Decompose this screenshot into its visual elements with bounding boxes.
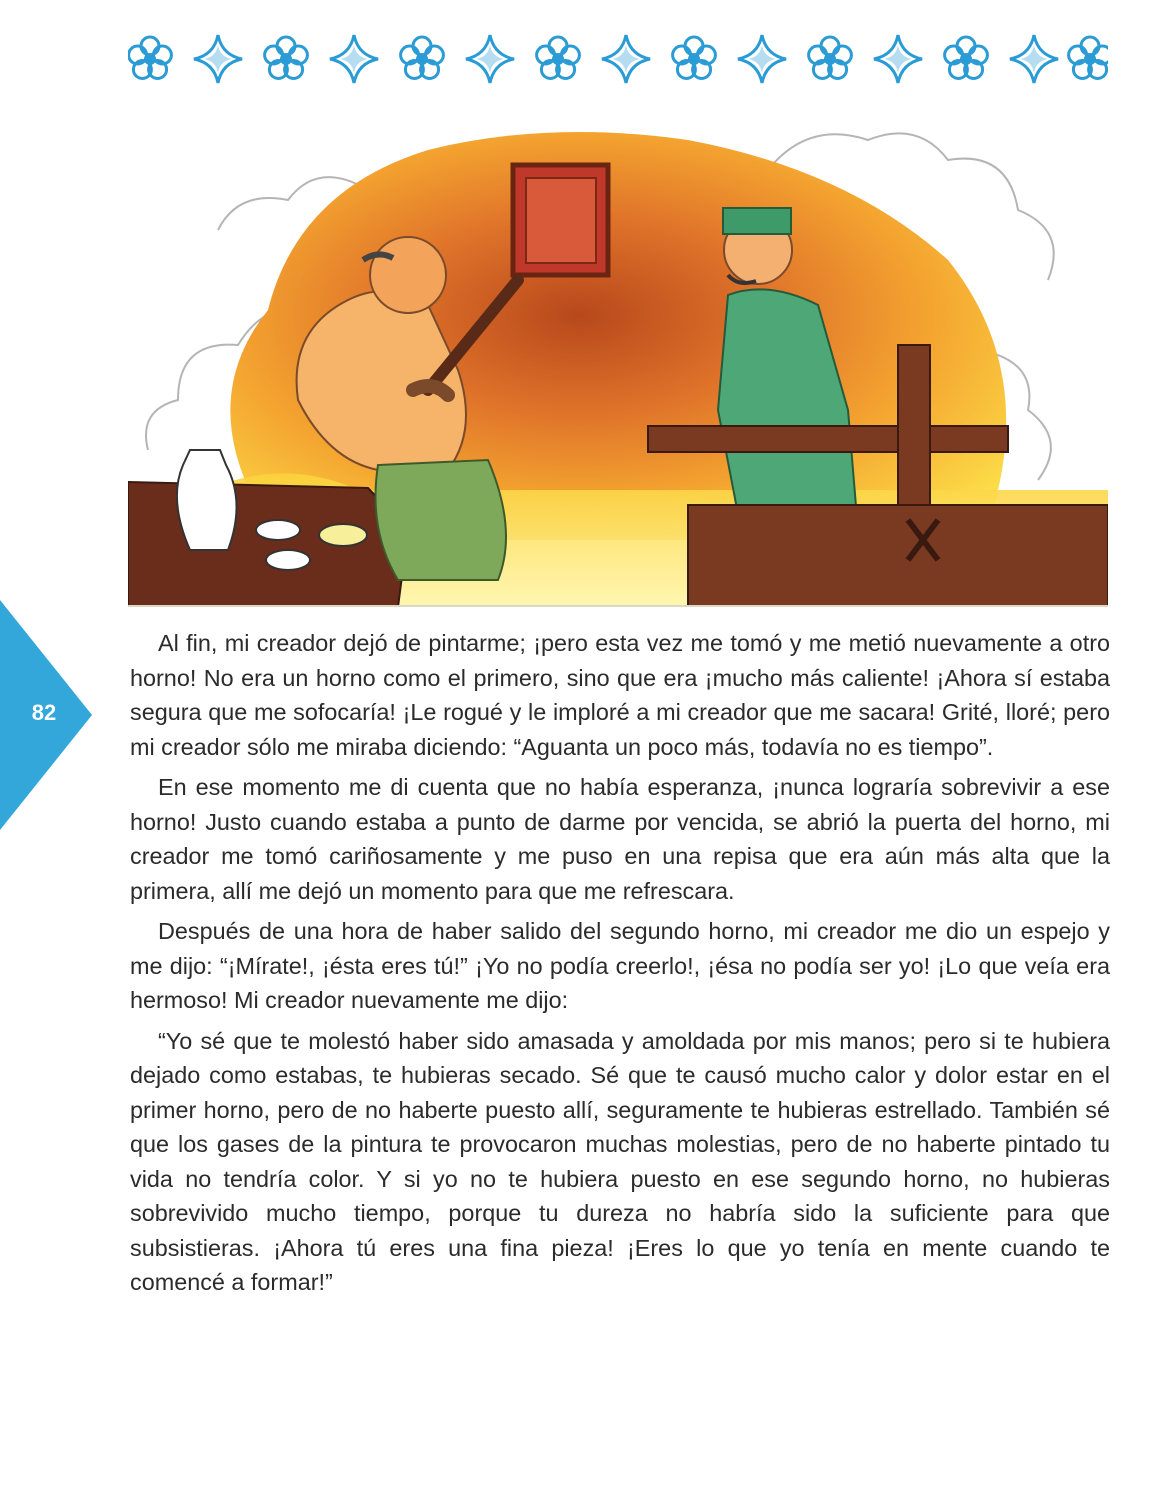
- flower-icon: [1069, 37, 1108, 79]
- story-paragraph: En ese momento me di cuenta que no había esperanza, ¡nunca lograría sobrevivir a ese horno! Justo cuando estaba a punto de darme por vencida, se abrió la puerta del horno, mi creador me tomó cariñosamente y me puso en una repisa que era aún más alta que la primera, allí me dejó un momento para que me refrescara.: [130, 774, 1110, 904]
- star-icon: [466, 35, 514, 83]
- story-illustration: [128, 110, 1108, 607]
- story-paragraph: Al fin, mi creador dejó de pintarme; ¡pero esta vez me tomó y me metió nuevamente a otro horno! No era un horno como el primero, sino que era ¡mucho más caliente! ¡Ahora sí estaba segura que me sofocaría! ¡Le rogué y le imploré a mi creador que me sacara! Grité, lloré; pero mi creador sólo me miraba diciendo: “Aguanta un poco más, todavía no es tiempo”.: [130, 630, 1110, 760]
- star-icon: [738, 35, 786, 83]
- star-icon: [194, 35, 242, 83]
- flower-icon: [129, 37, 172, 79]
- flower-icon: [809, 37, 852, 79]
- star-icon: [874, 35, 922, 83]
- wooden-beam: [648, 426, 1008, 452]
- star-icon: [330, 35, 378, 83]
- flower-icon: [401, 37, 444, 79]
- flower-icon: [945, 37, 988, 79]
- decorative-border: [128, 30, 1108, 88]
- star-icon: [1010, 35, 1058, 83]
- story-paragraph: “Yo sé que te molestó haber sido amasada y amoldada por mis manos; pero si te hubiera dejado como estabas, te hubieras secado. Sé que te causó mucho calor y dolor estar en el primer horno, pero de no haberte puesto allí, seguramente te hubieras estrellado. También sé que los gases de la pintura te provocaron muchas molestias, pero de no haberte pintado tu vida no tendría color. Y si yo no te hubiera puesto en ese segundo horno, no hubieras sobrevivido mucho tiempo, porque tu dureza no habría sido la suficiente para que subsistieras. ¡Ahora tú eres una fina pieza! ¡Eres lo que yo tenía en mente cuando te comencé a formar!”: [130, 1027, 1110, 1295]
- story-text: [130, 626, 1110, 1306]
- flower-icon: [673, 37, 716, 79]
- story-paragraph: Después de una hora de haber salido del segundo horno, mi creador me dio un espejo y me dijo: “¡Mírate!, ¡ésta eres tú!” ¡Yo no podía creerlo!, ¡ésa no podía ser yo! ¡Lo que veía era hermoso! Mi creador nuevamente me dijo:: [130, 918, 1110, 1013]
- table: [128, 482, 408, 607]
- flower-icon: [537, 37, 580, 79]
- wooden-frame: [688, 505, 1108, 607]
- star-icon: [602, 35, 650, 83]
- page-number: 82: [31, 700, 57, 725]
- flower-icon: [265, 37, 308, 79]
